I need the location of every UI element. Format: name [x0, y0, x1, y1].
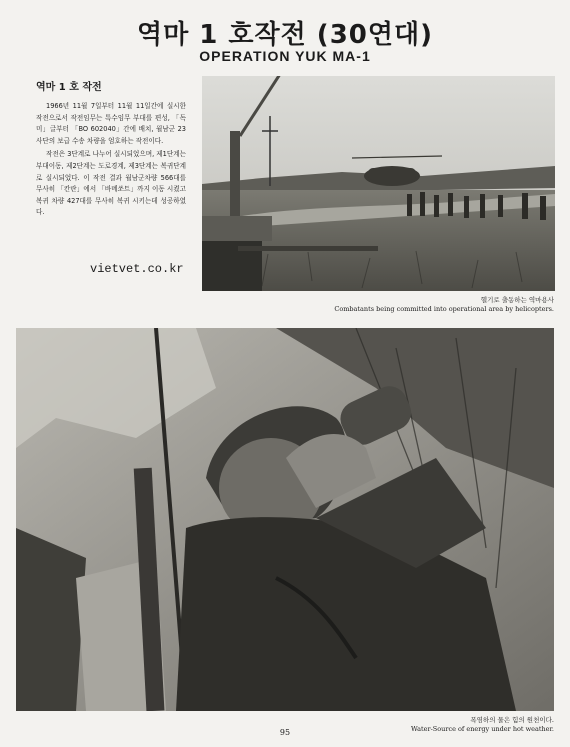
watermark-text: vietvet.co.kr — [90, 262, 184, 276]
helicopter-photo — [202, 76, 555, 291]
article-paragraph: 작전은 3단계로 나누어 실시되었으며, 제1단계는 부대이동, 제2단계는 도로경계, 제3단계는 복귀단계로 실시되었다. 이 작전 결과 월남군차량 566대를 무사히 「칸란」에서 「바메쏘트」까지 이동 시켰고 복귀 차량 427대를 무사히 복귀 시키는데 성공하였다. — [36, 150, 186, 217]
page-subtitle: OPERATION YUK MA-1 — [199, 48, 371, 64]
page-title: 역마 1 호작전 (30연대) — [136, 20, 433, 50]
article-body — [36, 101, 186, 219]
article-paragraph: 1966년 11월 7일부터 11월 11일간에 실시한 작전으로서 작전임무는 특수임무 부대를 편성, 「독미」글부터 「BO 602040」간에 배치, 월남군 23사단의 보급 수송 차량을 엄호하는 작전이다. — [36, 102, 186, 145]
soldier-drinking-photo — [16, 328, 554, 711]
caption-korean: 폭염하의 물은 힘의 원천이다. — [470, 716, 554, 724]
photo-caption — [334, 296, 554, 314]
page-number: 95 — [279, 728, 291, 737]
caption-korean: 헬기로 출동하는 역마용사 — [480, 296, 554, 304]
caption-english: Combatants being committed into operational area by helicopters. — [334, 305, 554, 313]
caption-english: Water-Source of energy under hot weather. — [411, 725, 554, 733]
article-heading: 역마 1 호 작전 — [36, 82, 102, 93]
article — [36, 78, 186, 221]
